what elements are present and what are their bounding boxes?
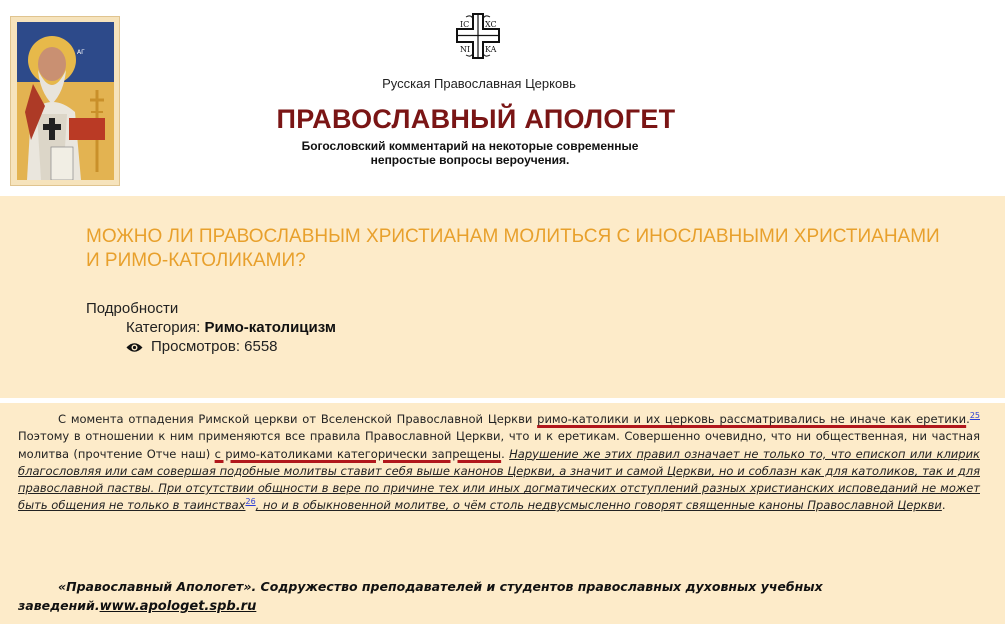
footer-credit <box>18 577 918 616</box>
body-italic-2: , но и в обыкновенной молитве, о чём столь недвусмысленно говорят священные каноны Православной Церкви <box>255 498 942 513</box>
subtitle-line-2: непростые вопросы вероучения. <box>370 153 570 167</box>
article-category <box>126 319 336 336</box>
body-italic-1: Нарушение же этих правил означает не только то, что епископ или клирик благословляя или сам совершая подобные молитвы ставит себя выше канонов Церкви, а значит и самой Церкви, но и соблазн как для католиков, так и для православной паствы. При отсутствии общности в вере по причине тех или иных догматических отступлений разных христианских исповеданий не может быть общения не только в таинствах <box>18 446 980 513</box>
body-text-end: . <box>941 498 946 513</box>
category-label: Категория: <box>126 319 201 336</box>
body-text-3: . <box>501 446 510 461</box>
views-count: Просмотров: 6558 <box>151 338 278 355</box>
subtitle-line-1: Богословский комментарий на некоторые современные <box>301 139 639 153</box>
article-views <box>126 338 278 357</box>
site-title[interactable]: ПРАВОСЛАВНЫЙ АПОЛОГЕТ <box>276 104 676 134</box>
article-body-panel <box>0 403 1005 624</box>
monogram-xc: XC <box>485 20 497 29</box>
category-value[interactable]: Римо-католицизм <box>204 319 336 336</box>
article-body: С момента отпадения Римской церкви от Вселенской Православной Церкви римо-католики и их церковь рассматривались не иначе как еретики.$^{25}$ Поэтому в отношении к ним применяются все правила Православной Церкви, что и к еретикам. Совершенно очевидно, что ни общественная, ни частная молитва (прочтение Отче наш) с римо-католиками категорически запрещены. Нарушение же этих правил означает не только то, что епископ или клирик благословляя или сам совершая подобные молитвы ставит себя выше канонов Церкви, а значит и самой Церкви, но и соблазн как для католиков, так и для православной паствы. При отсутствии общности в вере по причине тех или иных догматических отступлений разных христианских исповеданий не может быть общения не только в таинствах$^{26}$, но и в обыкновенной молитве, о чём столь недвусмысленно говорят священные каноны Православной Церкви. <box>18 411 980 513</box>
article-header-panel <box>0 196 1005 398</box>
monogram-ni: NI <box>460 45 471 54</box>
article-title[interactable]: МОЖНО ЛИ ПРАВОСЛАВНЫМ ХРИСТИАНАМ МОЛИТЬСЯ С ИНОСЛАВНЫМИ ХРИСТИАНАМИ И РИМО-КАТОЛИКАМИ? <box>86 226 940 271</box>
monogram-ic: IC <box>460 20 470 29</box>
page-header <box>0 0 1005 196</box>
site-subtitle <box>0 139 940 167</box>
church-name: Русская Православная Церковь <box>382 76 576 91</box>
highlight-prohibited: с римо-католиками категорически запрещены <box>214 446 502 461</box>
footnote-link-26[interactable]: 26 <box>245 497 256 507</box>
svg-text:ΑΓ: ΑΓ <box>77 49 85 56</box>
body-text-2: Поэтому в отношении к ним применяются все правила Православной Церкви, что и к еретикам. Совершенно очевидно, что ни общественная, ни частная молитва (прочтение Отче наш) <box>18 429 980 461</box>
highlight-heretics: римо-католики и их церковь рассматривались не иначе как еретики <box>537 412 967 426</box>
icxc-nika-cross-icon <box>453 11 503 61</box>
monogram-ka: KA <box>485 45 497 54</box>
footnote-link-25[interactable]: 25 <box>969 411 980 420</box>
details-label: Подробности <box>86 300 179 317</box>
body-text-1: С момента отпадения Римской церкви от Вселенской Православной Церкви <box>58 412 538 426</box>
eye-icon <box>126 340 143 357</box>
footer-text: «Православный Апологет». Содружество преподавателей и студентов православных духовных учебных заведений. <box>18 579 823 613</box>
footer-url-link[interactable]: www.apologet.spb.ru <box>99 599 257 614</box>
